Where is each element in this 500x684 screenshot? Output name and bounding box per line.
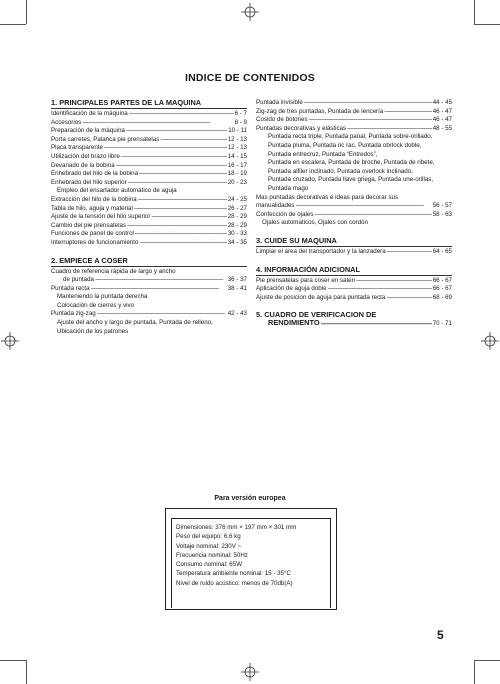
section-heading: 3. CUIDE SU MAQUINA: [256, 237, 452, 247]
spec-line: Voltaje nominal: 230V ~: [176, 542, 242, 550]
toc-entry[interactable]: Limpiar el area del transportador y la lanzadera ----- 64 - 65: [256, 248, 452, 257]
toc-entry-text: Cuadro de referencia rápida de largo y ancho: [51, 267, 176, 275]
section-heading: 1. PRINCIPALES PARTES DE LA MAQUINA: [51, 99, 247, 109]
toc-entry[interactable]: Cambio del pie prensatelas ----- 28 - 29: [51, 222, 247, 231]
toc-subnote: Puntada recta triple, Puntada panal, Puntada sobre-orillado,: [268, 133, 433, 141]
toc-entry[interactable]: manualidades ----- 56 - 57: [256, 202, 452, 211]
toc-entry[interactable]: Utilización del brazo libre ----- 14 - 15: [51, 153, 247, 162]
spec-line: Frecuencia nominal: 50Hz: [176, 551, 248, 559]
euro-spec-panel: [171, 518, 331, 608]
spec-line: Dimensiones: 376 mm × 197 mm × 301 mm: [176, 524, 297, 531]
toc-entry[interactable]: Enhebrado del hilo superior ----- 20 - 23: [51, 179, 247, 188]
registration-mark-icon: [481, 332, 499, 350]
toc-entry-text: Mas puntadas decorativas e ideas para decorar sus: [256, 193, 399, 201]
toc-entry[interactable]: Funciones de panel de control ----- 30 - 33: [51, 230, 247, 239]
toc-entry[interactable]: Cosido de botones ----- 46 - 47: [256, 116, 452, 125]
toc-subnote: Puntada alfiler inclinado, Puntada overlock inclinado,: [268, 167, 413, 175]
toc-subnote: Colocación de cierres y vivo: [57, 301, 135, 309]
toc-subnote: Puntada cruzado, Puntada llave griega, Puntada une-orillas,: [268, 176, 434, 184]
toc-entry[interactable]: de puntada ----- 36 - 37: [51, 276, 247, 285]
euro-spec-title: Para versión europea: [214, 495, 286, 502]
section-heading: 2. EMPIECE A COSER: [51, 257, 247, 267]
euro-spec-box: [165, 508, 337, 610]
spec-line: Temperatura ambiente nominal: 15 - 35°C: [176, 570, 291, 578]
toc-entry[interactable]: Puntadas decorativas y elásticas ----- 48 - 55: [256, 125, 452, 134]
toc-entry[interactable]: Ajuste de la tensión del hilo superior ----- 28 - 29: [51, 213, 247, 222]
spec-line: Peso del equipo: 6,6 kg: [176, 533, 241, 541]
crop-mark: [0, 24, 26, 25]
toc-entry[interactable]: Pie prensatelas para coser en satén ----- 66 - 67: [256, 277, 452, 286]
section-heading: 4. INFORMACIÓN ADICIONAL: [256, 266, 452, 276]
toc-entry[interactable]: Puntada zig-zag ----- 42 - 43: [51, 310, 247, 319]
page-number: 5: [437, 628, 444, 642]
registration-mark-icon: [241, 3, 259, 21]
crop-mark: [26, 660, 27, 684]
toc-subnote: Puntada entrecruz, Puntada “Entredos”,: [268, 150, 378, 158]
toc-entry[interactable]: Aplicación de aguja doble ----- 66 - 67: [256, 285, 452, 294]
toc-subnote: Ajuste del ancho y largo de puntada, Puntada de relleno,: [57, 319, 213, 327]
section-heading[interactable]: [256, 311, 452, 329]
spec-line: Consumo nominal: 65W: [176, 561, 243, 569]
crop-mark: [26, 0, 27, 24]
crop-mark: [474, 660, 500, 661]
toc-entry[interactable]: Extracción del hilo de la bobina ----- 24 - 25: [51, 196, 247, 205]
toc-entry[interactable]: Ajuste de posicion de aguja para puntada recta ----- 68 - 69: [256, 294, 452, 303]
section-heading-line: 5. CUADRO DE VERIFICACION DE: [256, 310, 377, 320]
toc-entry[interactable]: Zig-zag de tres puntadas, Puntada de lencería ----- 46 - 47: [256, 108, 452, 117]
toc-subnote: Ojales automaticos, Ojales con cordón: [262, 219, 368, 227]
toc-page-range: 70 - 71: [432, 320, 452, 328]
crop-mark: [0, 660, 26, 661]
crop-mark: [474, 24, 500, 25]
toc-entry[interactable]: Enhebrado del hilo de la bobina ----- 18 - 19: [51, 170, 247, 179]
toc-entry[interactable]: Tabla de hilo, aguja y material ----- 26 - 27: [51, 205, 247, 214]
toc-entry[interactable]: Devanado de la bobina ----- 16 - 17: [51, 162, 247, 171]
toc-entry[interactable]: Porta carretes, Palanca pie prensatelas ----- 12 - 13: [51, 136, 247, 145]
crop-mark: [474, 660, 475, 684]
toc-entry[interactable]: Puntada invisible ----- 44 - 45: [256, 99, 452, 108]
toc-left-column: [51, 99, 247, 336]
section-heading-line: RENDIMIENTO: [268, 319, 320, 328]
toc-right-column: [256, 99, 452, 330]
toc-entry[interactable]: Placa transparente ----- 12 - 13: [51, 144, 247, 153]
toc-entry[interactable]: Confección de ojales ----- 58 - 63: [256, 211, 452, 220]
toc-subnote: Manteniendo la puntada derecha: [57, 293, 148, 301]
toc-entry[interactable]: Accesorios ----- 8 - 9: [51, 119, 247, 128]
registration-mark-icon: [1, 332, 19, 350]
spec-line: Nivel de ruido acústico: menos de 70db(A): [176, 579, 293, 587]
toc-entry[interactable]: Preparación de la máquina ----- 10 - 11: [51, 127, 247, 136]
toc-entry[interactable]: Identificación de la máquina ----- 6 - 7: [51, 110, 247, 119]
crop-mark: [474, 0, 475, 24]
toc-subnote: Puntada mago: [268, 184, 309, 192]
toc-entry[interactable]: Puntada recta ----- 38 - 41: [51, 285, 247, 294]
toc-entry[interactable]: Interruptores de funcionamiento ----- 34 - 35: [51, 239, 247, 248]
registration-mark-icon: [241, 663, 259, 681]
toc-subnote: Puntada pluma, Puntada ric rac, Puntada obrlock doble,: [268, 141, 422, 149]
toc-subnote: Puntada en escalera, Puntada de broche, Puntada de ribete,: [268, 159, 435, 167]
toc-subnote: Empleo del ensartador automático de aguja: [57, 187, 177, 195]
toc-subnote: Ubicación de los patrones: [57, 327, 129, 335]
page-title: INDICE DE CONTENIDOS: [184, 72, 315, 84]
